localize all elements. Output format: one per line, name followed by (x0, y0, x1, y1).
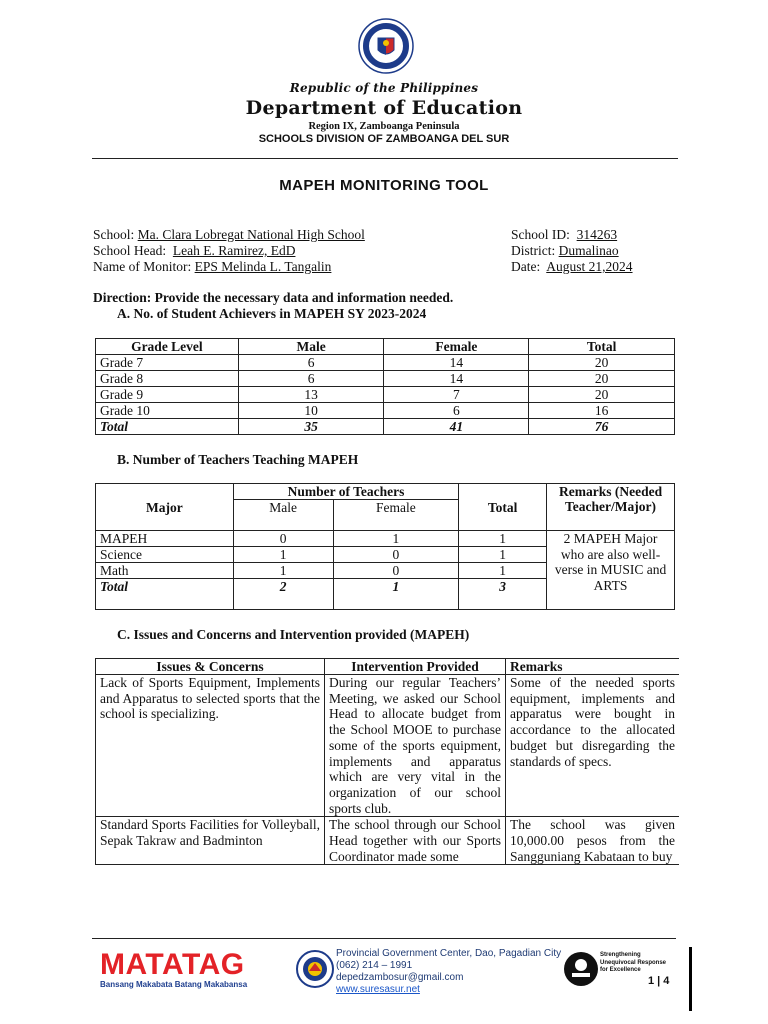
table-cell: 3 (459, 579, 547, 610)
table-cell: 76 (529, 419, 675, 435)
table-cell: Grade 10 (96, 403, 239, 419)
table-cell: 0 (333, 563, 459, 579)
table-cell: 41 (384, 419, 529, 435)
district-row (511, 243, 619, 259)
district-value: Dumalinao (558, 243, 619, 258)
table-cell: MAPEH (96, 531, 234, 547)
head-label: School Head: (93, 243, 167, 258)
table-cell: 1 (233, 547, 333, 563)
table-cell: Total (96, 419, 239, 435)
table-cell: 14 (384, 371, 529, 387)
school-id-label: School ID: (511, 227, 570, 242)
district-label: District: (511, 243, 556, 258)
table-cell: Math (96, 563, 234, 579)
table-cell: 14 (384, 355, 529, 371)
footer-address: Provincial Government Center, Dao, Pagadian City (336, 948, 562, 959)
table-row (96, 675, 680, 817)
table-cell: Science (96, 547, 234, 563)
footer-slogan: Strengthening Unequivocal Response for Excellence (600, 952, 667, 973)
footer-website-link[interactable]: www.suresasur.net (336, 984, 420, 995)
table-header-row (96, 659, 680, 675)
footer-phone: (062) 214 – 1991 (336, 960, 413, 971)
division-seal-logo (296, 950, 334, 988)
table-cell: Some of the needed sports equipment, implements and apparatus were bought in accordance to the allocated budget but disregarding the standards of specs. (506, 675, 680, 817)
table-row (96, 403, 675, 419)
col-header: Male (238, 339, 384, 355)
table-row (96, 531, 675, 547)
monitor-row (93, 259, 331, 275)
table-cell: 6 (238, 355, 384, 371)
col-header: Intervention Provided (325, 659, 506, 675)
footer-divider (92, 938, 676, 939)
school-id-row (511, 227, 617, 243)
table-cell: 35 (238, 419, 384, 435)
matatag-tagline: Bansang Makabata Batang Makabansa (100, 980, 248, 989)
table-row (96, 387, 675, 403)
table-cell: 0 (333, 547, 459, 563)
table-cell: 20 (529, 355, 675, 371)
page-number: 1 | 4 (648, 975, 670, 987)
table-cell: Total (96, 579, 234, 610)
monitor-label: Name of Monitor: (93, 259, 192, 274)
section-c-heading: C. Issues and Concerns and Intervention provided (MAPEH) (117, 627, 470, 642)
col-header: Female (384, 339, 529, 355)
col-header-major: Major (96, 484, 234, 531)
col-header-number: Number of Teachers (233, 484, 459, 500)
direction-text: Direction: Provide the necessary data and information needed. (93, 290, 454, 305)
table-cell: 20 (529, 371, 675, 387)
table-cell: 1 (333, 579, 459, 610)
table-cell: 1 (459, 547, 547, 563)
table-cell: The school was given 10,000.00 pesos from the Sangguniang Kabataan to buy (506, 817, 680, 865)
table-cell: Lack of Sports Equipment, Implements and Apparatus to selected sports that the school is specializing. (96, 675, 325, 817)
col-header: Grade Level (96, 339, 239, 355)
table-cell: 10 (238, 403, 384, 419)
table-cell: The school through our School Head together with our Sports Coordinator made some (325, 817, 506, 865)
col-header-female: Female (333, 500, 459, 531)
school-value: Ma. Clara Lobregat National High School (137, 227, 365, 242)
section-a-heading: A. No. of Student Achievers in MAPEH SY 2023-2024 (117, 306, 427, 321)
issues-table-clip (95, 658, 679, 928)
table-cell: 16 (529, 403, 675, 419)
school-row (93, 227, 365, 243)
footer-email: depedzambosur@gmail.com (336, 972, 464, 983)
achievers-table (95, 338, 675, 435)
table-cell: Grade 9 (96, 387, 239, 403)
table-cell: 13 (238, 387, 384, 403)
footer-vertical-bar (689, 947, 692, 1011)
region-text: Region IX, Zamboanga Peninsula (308, 121, 460, 132)
date-row (511, 259, 633, 275)
deped-seal-logo (358, 18, 414, 74)
table-cell: 1 (459, 563, 547, 579)
table-cell: 20 (529, 387, 675, 403)
table-row (96, 371, 675, 387)
department-heading: Department of Education (245, 97, 523, 119)
table-cell: Grade 7 (96, 355, 239, 371)
section-b-heading: B. Number of Teachers Teaching MAPEH (117, 452, 359, 467)
table-cell: 6 (238, 371, 384, 387)
head-row (93, 243, 295, 259)
col-header-male: Male (233, 500, 333, 531)
teachers-table (95, 483, 675, 610)
table-cell: 2 (233, 579, 333, 610)
division-text: SCHOOLS DIVISION OF ZAMBOANGA DEL SUR (258, 133, 510, 145)
table-cell: 1 (233, 563, 333, 579)
col-header: Issues & Concerns (96, 659, 325, 675)
table-cell: 6 (384, 403, 529, 419)
monitor-value: EPS Melinda L. Tangalin (194, 259, 332, 274)
table-cell: During our regular Teachers’ Meeting, we asked our School Head to allocate budget from the School MOOE to purchase some of the sports equipment, implements and apparatus which are very vital in the organization of our school sports club. (325, 675, 506, 817)
table-cell: Grade 8 (96, 371, 239, 387)
head-value: Leah E. Ramirez, EdD (172, 243, 296, 258)
table-cell: 1 (459, 531, 547, 547)
table-row (96, 817, 680, 865)
remarks-cell: 2 MAPEH Major who are also well-verse in MUSIC and ARTS (547, 531, 675, 610)
table-cell: 7 (384, 387, 529, 403)
col-header-remarks: Remarks (Needed Teacher/Major) (547, 484, 675, 531)
page-title: MAPEH MONITORING TOOL (279, 177, 489, 194)
col-header: Total (529, 339, 675, 355)
matatag-logo: MATATAG (100, 948, 245, 981)
issues-table (95, 658, 679, 865)
col-header-total: Total (459, 484, 547, 531)
table-cell: Standard Sports Facilities for Volleyball, Sepak Takraw and Badminton (96, 817, 325, 865)
date-value: August 21,2024 (546, 259, 633, 274)
date-label: Date: (511, 259, 541, 274)
total-row (96, 419, 675, 435)
header-divider (92, 158, 678, 159)
table-cell: 1 (333, 531, 459, 547)
table-cell: 0 (233, 531, 333, 547)
table-header-row (96, 339, 675, 355)
table-row (96, 355, 675, 371)
sure-logo (563, 951, 599, 987)
school-label: School: (93, 227, 135, 242)
school-id-value: 314263 (576, 227, 618, 242)
republic-heading: Republic of the Philippines (289, 81, 479, 95)
col-header: Remarks (506, 659, 680, 675)
